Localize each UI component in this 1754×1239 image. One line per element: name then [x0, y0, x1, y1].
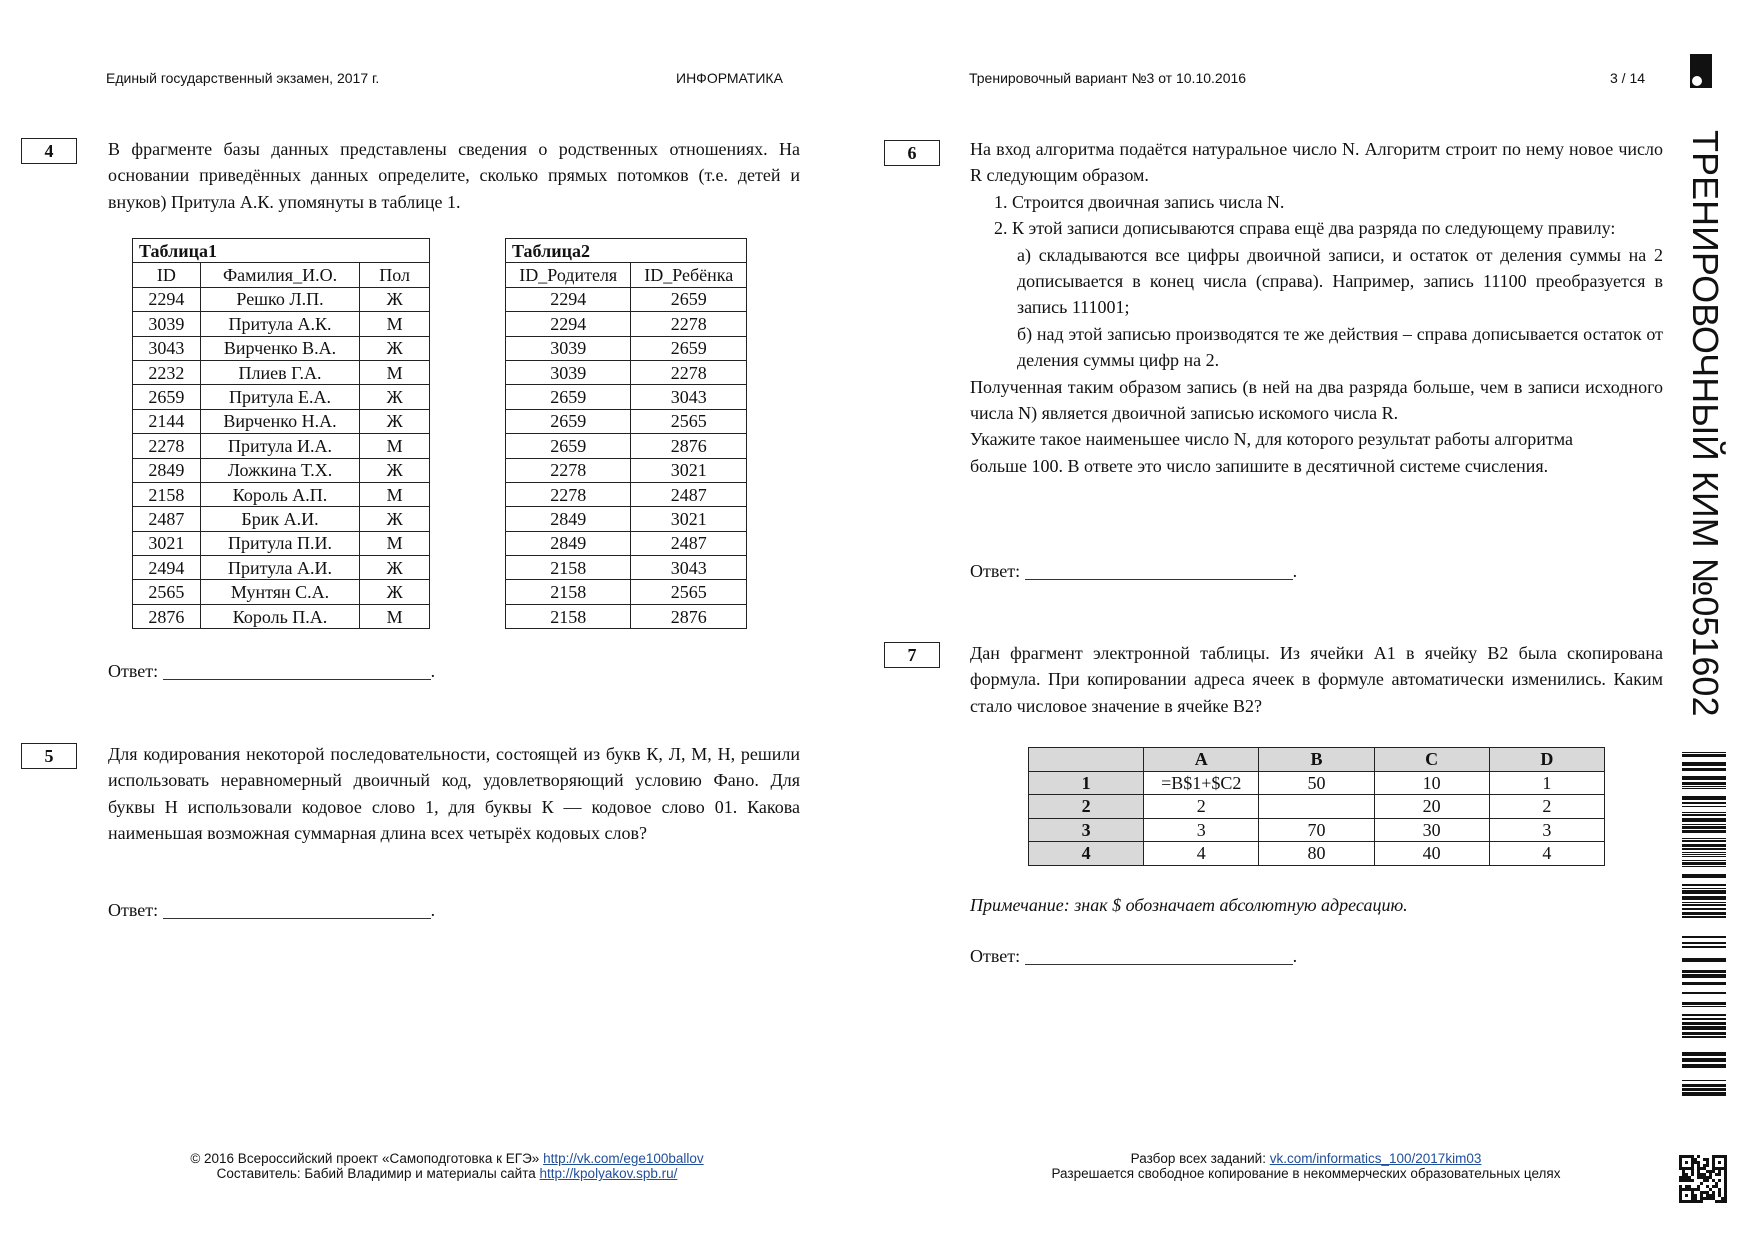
- barcode-bar: [1682, 908, 1726, 910]
- table-row: [506, 312, 747, 336]
- table-cell: 2158: [506, 580, 631, 604]
- barcode-bar: [1682, 982, 1726, 985]
- table-cell: Ж: [360, 409, 430, 433]
- barcode-bar: [1682, 1002, 1726, 1005]
- table-cell: 2158: [506, 604, 631, 628]
- footer-left: [147, 1151, 747, 1181]
- table-cell: Ж: [360, 287, 430, 311]
- spreadsheet-cell: 3: [1489, 818, 1604, 842]
- barcode-bar: [1682, 854, 1726, 855]
- column-header: Пол: [360, 263, 430, 287]
- barcode-bar: [1682, 788, 1726, 789]
- barcode-bar: [1682, 884, 1726, 886]
- qr-code-icon: [1679, 1155, 1727, 1203]
- spreadsheet-row: [1029, 771, 1605, 795]
- barcode-bar: [1682, 896, 1726, 900]
- barcode-bar: [1682, 992, 1726, 994]
- table-cell: Притула П.И.: [200, 531, 360, 555]
- answer-5: Ответ: .: [108, 900, 436, 920]
- footer-project: © 2016 Всероссийский проект «Самоподготовка к ЕГЭ»: [190, 1151, 540, 1166]
- table-row: [506, 409, 747, 433]
- table-row: [506, 507, 747, 531]
- barcode-bar: [1682, 812, 1726, 813]
- barcode-bar: [1682, 848, 1726, 850]
- table-cell: М: [360, 434, 430, 458]
- q6-step2b: б) над этой записью производятся те же действия – справа дописывается остаток от деления суммы цифр на 2.: [1017, 323, 1663, 371]
- barcode-bar: [1682, 1058, 1726, 1062]
- table-cell: Вирченко Н.А.: [200, 409, 360, 433]
- vertical-title-text: ТРЕНИРОВОЧНЫЙ КИМ №051602: [1685, 130, 1726, 717]
- question-number-6: 6: [884, 140, 940, 166]
- table-row: [506, 458, 747, 482]
- spreadsheet-cell: 50: [1259, 771, 1374, 795]
- table-row: [133, 482, 430, 506]
- table-cell: 2494: [133, 556, 201, 580]
- column-header: ID_Родителя: [506, 263, 631, 287]
- table-cell: М: [360, 312, 430, 336]
- question-number-4: 4: [21, 138, 77, 164]
- table-cell: Король П.А.: [200, 604, 360, 628]
- table-cell: 2232: [133, 360, 201, 384]
- spreadsheet-row: [1029, 818, 1605, 842]
- barcode-bar: [1682, 874, 1726, 878]
- column-header: [1029, 748, 1144, 772]
- table-cell: М: [360, 360, 430, 384]
- question-6-text: [970, 136, 1663, 479]
- question-5-text: Для кодирования некоторой последовательности, состоящей из букв К, Л, М, Н, решили использовать неравномерный двоичный код, удовлетворяющий условию Фано. Для буквы Н использовали кодовое слово 1, для буквы К — кодовое слово 01. Какова наименьшая возможная суммарная длина всех четырёх кодовых слов?: [108, 744, 800, 844]
- row-header: 2: [1029, 795, 1144, 819]
- table-cell: 2876: [631, 434, 747, 458]
- table-cell: 2565: [631, 580, 747, 604]
- barcode-bar: [1682, 776, 1726, 780]
- question-4-text: В фрагменте базы данных представлены сведения о родственных отношениях. На основании приведённых данных определите, сколько прямых потомков (т.е. детей и внуков) Притула А.К. упомянуты в таблице 1.: [108, 139, 800, 212]
- table-row: [133, 336, 430, 360]
- table-cell: 2487: [133, 507, 201, 531]
- table-cell: 2144: [133, 409, 201, 433]
- table-row: [133, 556, 430, 580]
- barcode-bar: [1682, 936, 1726, 938]
- table-row: [506, 360, 747, 384]
- table-cell: М: [360, 531, 430, 555]
- q6-step2: 2. К этой записи дописываются справа ещё два разряда по следующему правилу:: [994, 218, 1616, 239]
- barcode-bar: [1682, 782, 1726, 785]
- answer-5-field[interactable]: [163, 900, 431, 919]
- barcode-bar: [1682, 786, 1726, 787]
- table-row: [133, 604, 430, 628]
- answer-4: Ответ: .: [108, 661, 436, 681]
- barcode-bar: [1682, 1080, 1726, 1081]
- table-row: [506, 531, 747, 555]
- table-cell: Ж: [360, 580, 430, 604]
- answer-4-field[interactable]: [163, 661, 431, 680]
- footer-license: Разрешается свободное копирование в некоммерческих образовательных целях: [1051, 1166, 1561, 1181]
- footer-link-analysis[interactable]: vk.com/informatics_100/2017kim03: [1269, 1151, 1482, 1166]
- answer-6: Ответ: .: [970, 561, 1298, 581]
- table-row: [133, 531, 430, 555]
- barcode-bar: [1682, 1084, 1726, 1087]
- spreadsheet-cell: 10: [1374, 771, 1489, 795]
- spreadsheet-cell: 70: [1259, 818, 1374, 842]
- barcode-bar: [1682, 754, 1726, 757]
- barcode-bar: [1682, 824, 1726, 825]
- spreadsheet-cell: 80: [1259, 842, 1374, 866]
- answer-6-field[interactable]: [1025, 561, 1293, 580]
- spreadsheet-cell: 3: [1144, 818, 1259, 842]
- table-cell: 2158: [506, 556, 631, 580]
- barcode-bar: [1682, 818, 1726, 822]
- table-row: [506, 482, 747, 506]
- question-number-5: 5: [21, 743, 77, 769]
- barcode-bar: [1682, 796, 1726, 800]
- table-row: [506, 434, 747, 458]
- column-header: C: [1374, 748, 1489, 772]
- barcode-bar: [1682, 840, 1726, 842]
- table-cell: Притула И.А.: [200, 434, 360, 458]
- table-cell: 2849: [133, 458, 201, 482]
- spreadsheet-cell: [1259, 795, 1374, 819]
- barcode-bar: [1682, 1022, 1726, 1025]
- table-cell: 3039: [133, 312, 201, 336]
- header-exam-name: Единый государственный экзамен, 2017 г.: [106, 70, 380, 86]
- barcode-bar: [1682, 768, 1726, 771]
- table-cell: 2565: [133, 580, 201, 604]
- corner-mark-icon: [1690, 54, 1712, 88]
- barcode-bar: [1682, 912, 1726, 915]
- table-row: [133, 434, 430, 458]
- q6-step2a: а) складываются все цифры двоичной записи, и остаток от деления суммы на 2 дописывается в конец числа (справа). Например, запись 11100 преобразуется в запись 111001;: [1017, 244, 1663, 318]
- table-cell: Ж: [360, 385, 430, 409]
- table-cell: 2659: [133, 385, 201, 409]
- barcode-bar: [1682, 860, 1726, 861]
- table-cell: 2278: [631, 360, 747, 384]
- table-1: [132, 238, 430, 629]
- barcode-bar: [1682, 1064, 1726, 1068]
- barcode-bar: [1682, 838, 1726, 839]
- spreadsheet-cell: 2: [1489, 795, 1604, 819]
- spreadsheet-cell: 30: [1374, 818, 1489, 842]
- barcode-icon: [1682, 752, 1726, 1102]
- table-cell: 3043: [631, 556, 747, 580]
- barcode-bar: [1682, 1036, 1726, 1038]
- column-header: Фамилия_И.О.: [200, 263, 360, 287]
- spreadsheet-header-row: [1029, 748, 1605, 772]
- table-cell: 2659: [631, 336, 747, 360]
- barcode-bar: [1682, 1014, 1726, 1016]
- table-cell: 2659: [506, 385, 631, 409]
- barcode-bar: [1682, 1006, 1726, 1007]
- table-row: [133, 360, 430, 384]
- barcode-bar: [1682, 970, 1726, 973]
- barcode-bar: [1682, 830, 1726, 833]
- q7-note: Примечание: знак $ обозначает абсолютную адресацию.: [970, 895, 1408, 915]
- header-variant: Тренировочный вариант №3 от 10.10.2016: [969, 70, 1247, 86]
- header-subject: ИНФОРМАТИКА: [676, 70, 783, 86]
- spreadsheet-cell: 20: [1374, 795, 1489, 819]
- table-cell: 2158: [133, 482, 201, 506]
- table-cell: 2876: [631, 604, 747, 628]
- table-cell: 2278: [506, 458, 631, 482]
- table-cell: Решко Л.П.: [200, 287, 360, 311]
- table-row: [133, 409, 430, 433]
- barcode-bar: [1682, 1052, 1726, 1056]
- answer-label: Ответ:: [108, 900, 159, 920]
- table-row: [506, 336, 747, 360]
- table-cell: М: [360, 604, 430, 628]
- table-2: [505, 238, 747, 629]
- barcode-bar: [1682, 1092, 1726, 1096]
- table-cell: 2876: [133, 604, 201, 628]
- spreadsheet-cell: =B$1+$C2: [1144, 771, 1259, 795]
- table-cell: 3043: [631, 385, 747, 409]
- q6-intro: На вход алгоритма подаётся натуральное число N. Алгоритм строит по нему новое число R следующим образом.: [970, 139, 1663, 186]
- table-cell: М: [360, 482, 430, 506]
- barcode-bar: [1682, 856, 1726, 857]
- table-cell: Ложкина Т.Х.: [200, 458, 360, 482]
- q6-step1: 1. Строится двоичная запись числа N.: [994, 191, 1285, 212]
- table-cell: 3043: [133, 336, 201, 360]
- column-header: B: [1259, 748, 1374, 772]
- question-number-7: 7: [884, 642, 940, 668]
- table-cell: 3039: [506, 360, 631, 384]
- answer-label: Ответ:: [970, 946, 1021, 966]
- table-cell: 2565: [631, 409, 747, 433]
- answer-label: Ответ:: [970, 561, 1021, 581]
- barcode-bar: [1682, 814, 1726, 816]
- table-2-caption: Таблица2: [506, 239, 747, 263]
- column-header: A: [1144, 748, 1259, 772]
- answer-label: Ответ:: [108, 661, 159, 681]
- barcode-bar: [1682, 806, 1726, 807]
- footer-author: Составитель: Бабий Владимир и материалы сайта: [216, 1166, 536, 1181]
- footer-analysis: Разбор всех заданий:: [1130, 1151, 1266, 1166]
- row-header: 4: [1029, 842, 1144, 866]
- column-header: ID: [133, 263, 201, 287]
- table-row: [506, 556, 747, 580]
- table-cell: 3021: [631, 458, 747, 482]
- barcode-bar: [1682, 942, 1726, 944]
- barcode-bar: [1682, 866, 1726, 867]
- table-cell: 3021: [631, 507, 747, 531]
- table-cell: 2849: [506, 507, 631, 531]
- table-cell: 2278: [631, 312, 747, 336]
- spreadsheet-cell: 2: [1144, 795, 1259, 819]
- table-cell: 2487: [631, 482, 747, 506]
- spreadsheet-cell: 4: [1489, 842, 1604, 866]
- table-row: [506, 580, 747, 604]
- table-cell: 2659: [631, 287, 747, 311]
- table-cell: Ж: [360, 458, 430, 482]
- barcode-bar: [1682, 890, 1726, 894]
- table-cell: 2294: [133, 287, 201, 311]
- answer-7-field[interactable]: [1025, 946, 1293, 965]
- table-cell: 3021: [133, 531, 201, 555]
- spreadsheet-cell: 40: [1374, 842, 1489, 866]
- table-1-caption: Таблица1: [133, 239, 430, 263]
- spreadsheet-cell: 1: [1489, 771, 1604, 795]
- table-cell: Мунтян С.А.: [200, 580, 360, 604]
- barcode-bar: [1682, 888, 1726, 889]
- table-cell: 3039: [506, 336, 631, 360]
- spreadsheet-cell: 4: [1144, 842, 1259, 866]
- answer-7: Ответ: .: [970, 946, 1298, 966]
- barcode-bar: [1682, 1032, 1726, 1035]
- footer-link-kpolyakov[interactable]: http://kpolyakov.spb.ru/: [539, 1166, 678, 1181]
- table-cell: 2294: [506, 312, 631, 336]
- table-cell: Притула А.К.: [200, 312, 360, 336]
- table-row: [506, 385, 747, 409]
- table-cell: 2659: [506, 434, 631, 458]
- barcode-bar: [1682, 862, 1726, 865]
- barcode-bar: [1682, 752, 1726, 753]
- spreadsheet-fragment: [1028, 747, 1605, 866]
- table-row: [506, 604, 747, 628]
- table-row: [506, 287, 747, 311]
- table-cell: 2487: [631, 531, 747, 555]
- spreadsheet-row: [1029, 842, 1605, 866]
- footer-right: [1006, 1151, 1606, 1181]
- barcode-bar: [1682, 762, 1726, 766]
- table-cell: 2278: [133, 434, 201, 458]
- row-header: 1: [1029, 771, 1144, 795]
- table-cell: Король А.П.: [200, 482, 360, 506]
- barcode-bar: [1682, 826, 1726, 829]
- table-cell: Ж: [360, 336, 430, 360]
- barcode-bar: [1682, 902, 1726, 903]
- barcode-bar: [1682, 904, 1726, 906]
- column-header: D: [1489, 748, 1604, 772]
- table-cell: 2294: [506, 287, 631, 311]
- barcode-bar: [1682, 852, 1726, 853]
- barcode-bar: [1682, 946, 1726, 948]
- table-cell: 2278: [506, 482, 631, 506]
- table-cell: Ж: [360, 507, 430, 531]
- row-header: 3: [1029, 818, 1144, 842]
- spreadsheet-row: [1029, 795, 1605, 819]
- q6-outro2: Укажите такое наименьшее число N, для которого результат работы алгоритма больше 100. В ответе это число запишите в десятичной системе счисления.: [970, 429, 1574, 476]
- table-row: [133, 312, 430, 336]
- barcode-bar: [1682, 974, 1726, 978]
- barcode-bar: [1682, 958, 1726, 962]
- barcode-bar: [1682, 1026, 1726, 1030]
- table-cell: Притула А.И.: [200, 556, 360, 580]
- header-page-number: 3 / 14: [1610, 70, 1646, 86]
- table-cell: Притула Е.А.: [200, 385, 360, 409]
- barcode-bar: [1682, 1018, 1726, 1020]
- barcode-bar: [1682, 844, 1726, 847]
- q6-outro1: Полученная таким образом запись (в ней на два разряда больше, чем в записи исходного числа N) является двоичной записью искомого числа R.: [970, 376, 1663, 424]
- vertical-title: [1685, 130, 1726, 717]
- table-row: [133, 385, 430, 409]
- table-row: [133, 458, 430, 482]
- footer-link-vk[interactable]: http://vk.com/ege100ballov: [543, 1151, 704, 1166]
- table-cell: 2849: [506, 531, 631, 555]
- barcode-bar: [1682, 916, 1726, 918]
- table-cell: 2659: [506, 409, 631, 433]
- table-row: [133, 287, 430, 311]
- table-cell: Ж: [360, 556, 430, 580]
- table-row: [133, 507, 430, 531]
- barcode-bar: [1682, 802, 1726, 804]
- table-row: [133, 580, 430, 604]
- table-cell: Плиев Г.А.: [200, 360, 360, 384]
- table-cell: Вирченко В.А.: [200, 336, 360, 360]
- barcode-bar: [1682, 1088, 1726, 1091]
- table-cell: Брик А.И.: [200, 507, 360, 531]
- column-header: ID_Ребёнка: [631, 263, 747, 287]
- question-7-text: Дан фрагмент электронной таблицы. Из ячейки A1 в ячейку B2 была скопирована формула. При копировании адреса ячеек в формуле автоматически изменились. Каким стало числовое значение в ячейке B2?: [970, 643, 1663, 716]
